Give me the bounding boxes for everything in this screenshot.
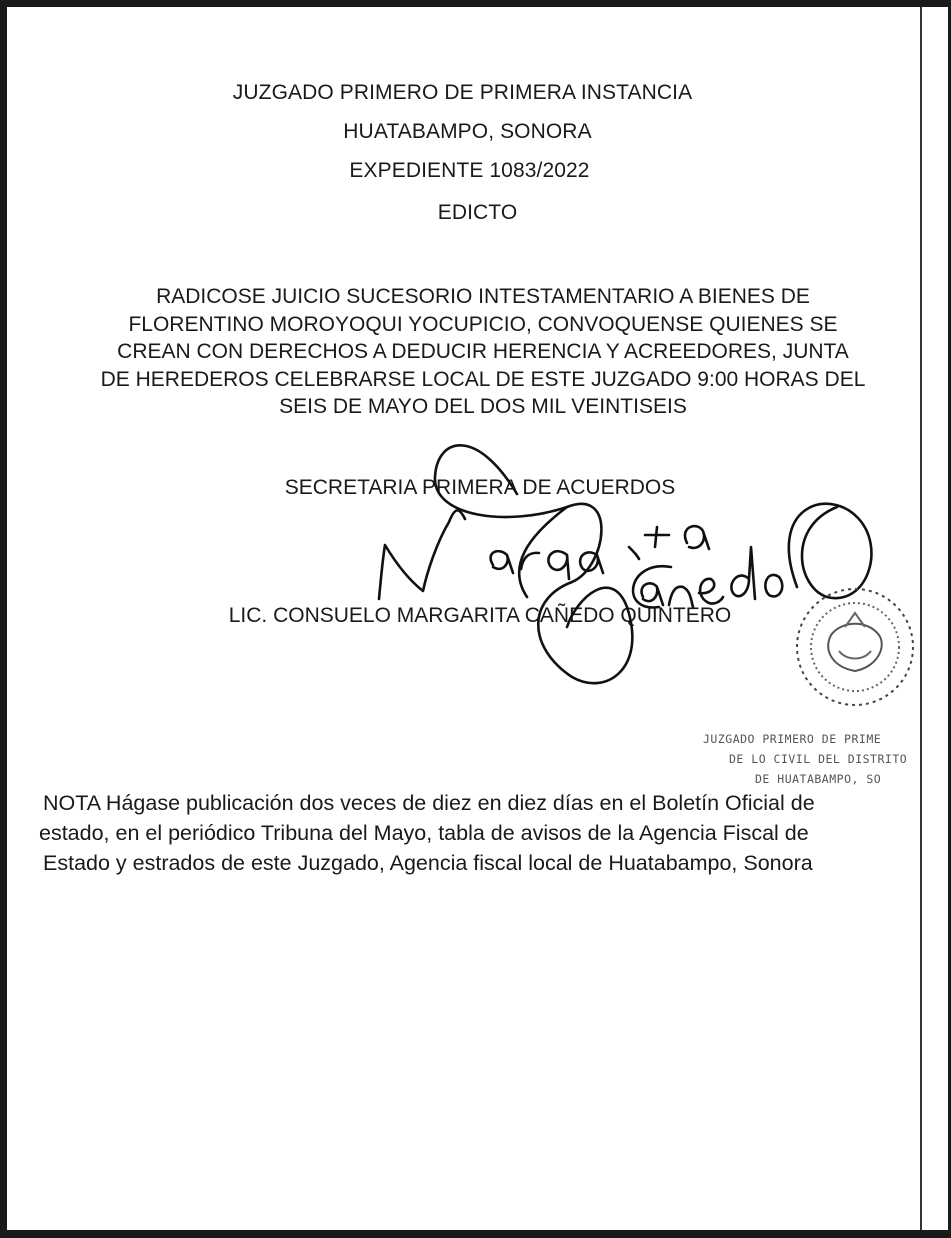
stamp-line: DE HUATABAMPO, SO bbox=[755, 772, 882, 786]
edict-line: FLORENTINO MOROYOQUI YOCUPICIO, CONVOQUENSE QUIENES SE bbox=[128, 312, 838, 336]
edict-line: CREAN CON DERECHOS A DEDUCIR HERENCIA Y ACREEDORES, JUNTA bbox=[117, 340, 849, 363]
note-line: NOTA Hágase publicación dos veces de diez en diez días en el Boletín Oficial de bbox=[43, 791, 815, 815]
court-stamp bbox=[703, 729, 907, 789]
court-name: JUZGADO PRIMERO DE PRIMERA INSTANCIA bbox=[232, 81, 693, 104]
stamp-line: DE LO CIVIL DEL DISTRITO bbox=[729, 752, 908, 766]
court-city: HUATABAMPO, SONORA bbox=[343, 120, 592, 143]
edict-line: SEIS DE MAYO DEL DOS MIL VEINTISEIS bbox=[279, 395, 687, 418]
handwritten-signature bbox=[379, 445, 871, 683]
signer-name: LIC. CONSUELO MARGARITA CAÑEDO QUINTERO bbox=[228, 604, 732, 627]
edict-line: DE HEREDEROS CELEBRARSE LOCAL DE ESTE JUZGADO 9:00 HORAS DEL bbox=[100, 367, 866, 391]
signature-and-seal bbox=[7, 7, 951, 1230]
edict-line: RADICOSE JUICIO SUCESORIO INTESTAMENTARIO A BIENES DE bbox=[156, 285, 810, 308]
official-seal bbox=[797, 589, 913, 705]
document-type: EDICTO bbox=[437, 201, 518, 224]
note-line: estado, en el periódico Tribuna del Mayo, tabla de avisos de la Agencia Fiscal de bbox=[39, 821, 809, 845]
signer-title: SECRETARIA PRIMERA DE ACUERDOS bbox=[284, 476, 676, 499]
stamp-line: JUZGADO PRIMERO DE PRIME bbox=[703, 732, 882, 746]
publication-note bbox=[39, 788, 923, 878]
note-line: Estado y estrados de este Juzgado, Agencia fiscal local de Huatabampo, Sonora bbox=[43, 851, 813, 875]
case-number: EXPEDIENTE 1083/2022 bbox=[349, 159, 590, 182]
